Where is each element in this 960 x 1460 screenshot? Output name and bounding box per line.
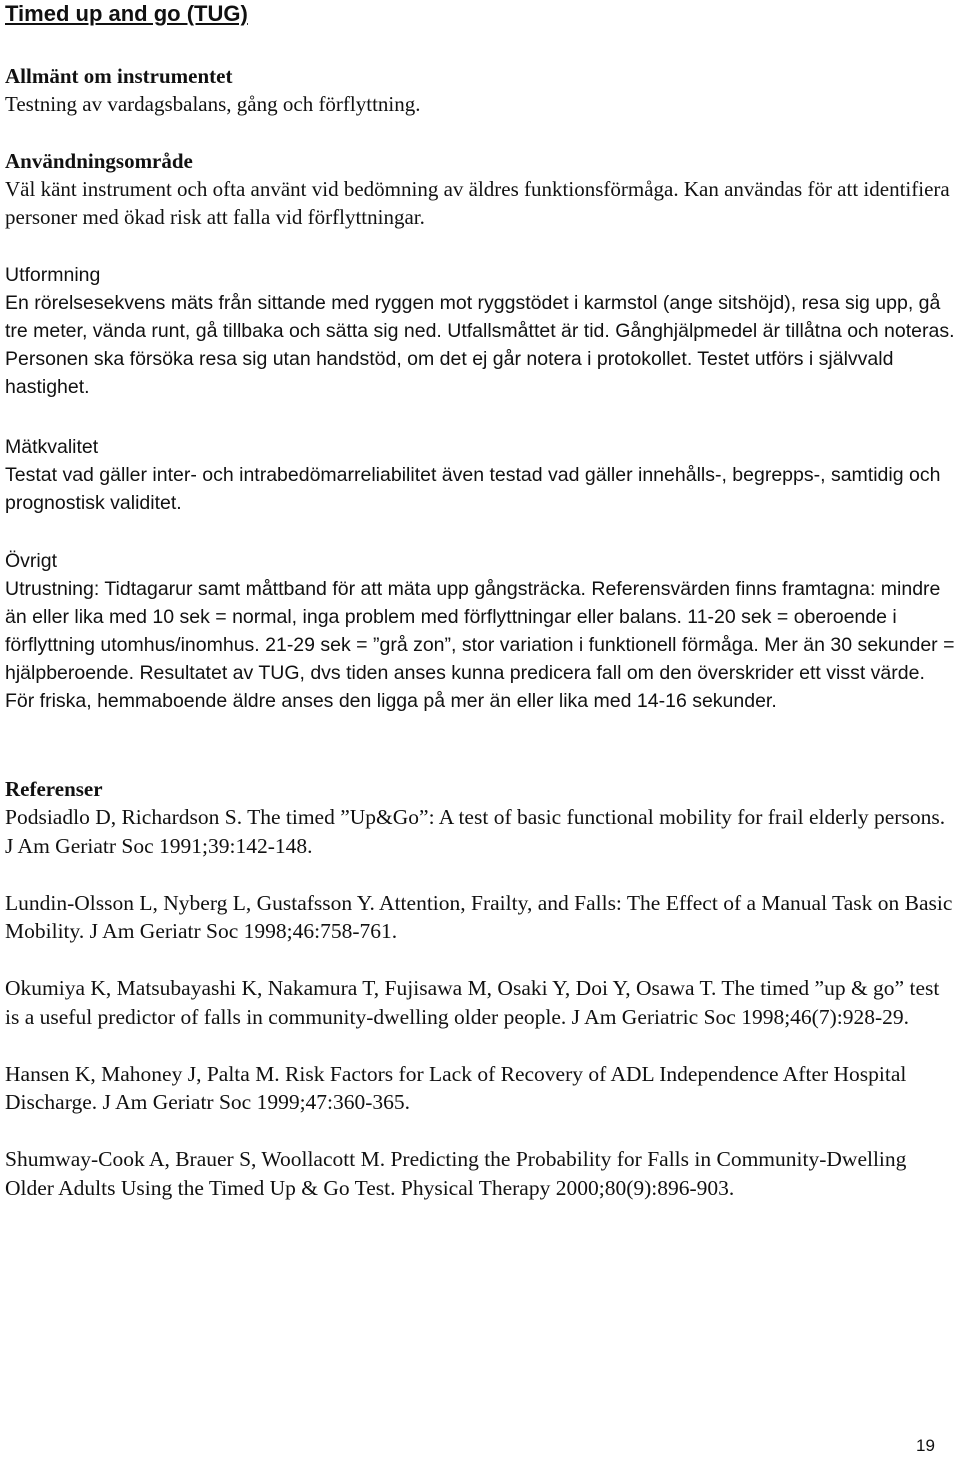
section-text-anvandning: Väl känt instrument och ofta använt vid bedömning av äldres funktionsförmåga. Kan användas för att identifiera personer med ökad risk att falla vid förflyttningar. bbox=[5, 177, 950, 229]
section-matkvalitet bbox=[5, 433, 955, 517]
section-heading-anvandning: Användningsområde bbox=[5, 149, 193, 173]
section-utformning bbox=[5, 261, 955, 401]
section-heading-utformning: Utformning bbox=[5, 264, 101, 286]
page-number: 19 bbox=[916, 1436, 935, 1455]
reference-item: Okumiya K, Matsubayashi K, Nakamura T, Fujisawa M, Osaki Y, Doi Y, Osawa T. The timed ”up & go” test is a useful predictor of falls in community-dwelling older people. J Am Geriatric Soc 1998;46(7):928-29. bbox=[5, 976, 940, 1029]
section-heading-allmant: Allmänt om instrumentet bbox=[5, 64, 233, 88]
section-text-ovrigt: Utrustning: Tidtagarur samt måttband för att mäta upp gångsträcka. Referensvärden finns framtagna: mindre än eller lika med 10 sek = normal, inga problem med förflyttningar eller balans. 11-20 sek = oberoende i förflyttning utomhus/inomhus. 21-29 sek = ”grå zon”, stor variation i funktionell förmåga. Mer än 30 sekunder = hjälpberoende. Resultatet av TUG, dvs tiden anses kunna predicera fall om den överskrider ett visst värde. För friska, hemmaboende äldre anses den ligga på mer än eller lika med 14-16 sekunder. bbox=[5, 578, 955, 712]
section-ovrigt bbox=[5, 547, 955, 715]
reference-item: Lundin-Olsson L, Nyberg L, Gustafsson Y. Attention, Frailty, and Falls: The Effect of a Manual Task on Basic Mobility. J Am Geriatr Soc 1998;46:758-761. bbox=[5, 890, 953, 943]
section-heading-ovrigt: Övrigt bbox=[5, 550, 58, 572]
section-text-allmant: Testning av vardagsbalans, gång och förflyttning. bbox=[5, 92, 421, 116]
reference-item: Podsiadlo D, Richardson S. The timed ”Up&Go”: A test of basic functional mobility for frail elderly persons. J Am Geriatr Soc 1991;39:142-148. bbox=[5, 805, 946, 858]
section-allmant bbox=[5, 62, 955, 118]
section-text-utformning: En rörelsesekvens mäts från sittande med ryggen mot ryggstödet i karmstol (ange sitshöjd), resa sig upp, gå tre meter, vända runt, gå tillbaka och sätta sig ned. Utfallsmåttet är tid. Gånghjälpmedel är tillåtna och noteras. Personen ska försöka resa sig utan handstöd, om det ej går notera i protokollet. Testet utförs i självvald hastighet. bbox=[5, 292, 955, 398]
section-text-matkvalitet: Testat vad gäller inter- och intrabedömarreliabilitet även testad vad gäller innehålls-, begrepps-, samtidig och prognostisk validitet. bbox=[5, 464, 941, 514]
page-title: Timed up and go (TUG) bbox=[5, 1, 248, 26]
section-referenser bbox=[5, 775, 955, 1231]
reference-item: Shumway-Cook A, Brauer S, Woollacott M. Predicting the Probability for Falls in Community-Dwelling Older Adults Using the Timed Up & Go Test. Physical Therapy 2000;80(9):896-903. bbox=[5, 1147, 907, 1200]
section-heading-matkvalitet: Mätkvalitet bbox=[5, 436, 99, 458]
reference-item: Hansen K, Mahoney J, Palta M. Risk Factors for Lack of Recovery of ADL Independence After Hospital Discharge. J Am Geriatr Soc 1999;47:360-365. bbox=[5, 1061, 907, 1114]
section-anvandning bbox=[5, 147, 955, 231]
section-heading-referenser: Referenser bbox=[5, 777, 103, 801]
